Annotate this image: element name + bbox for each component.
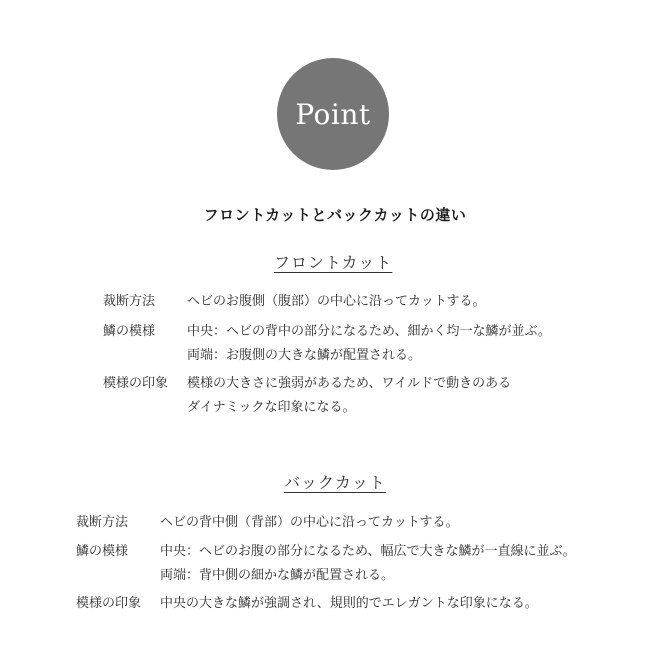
front-cut-row-pattern-impression [103,374,623,418]
row-label: 模様の印象 [76,596,142,611]
row-value: 両端：背中側の細かな鱗が配置される。 [160,568,395,583]
row-label: 裁断方法 [76,515,129,530]
point-badge-text: Point [295,97,371,131]
row-value: ヘビのお腹側（腹部）の中心に沿ってカットする。 [187,294,486,309]
row-label: 裁断方法 [103,294,156,309]
back-cut-heading: バックカット [284,473,386,492]
row-value: 中央の大きな鱗が強調され、規則的でエレガントな印象になる。 [160,596,538,611]
row-value: ダイナミックな印象になる。 [187,400,356,415]
row-value: 中央：ヘビのお腹の部分になるため、幅広で大きな鱗が一直線に並ぶ。 [160,544,576,559]
row-label: 模様の印象 [103,376,169,391]
row-value: 模様の大きさに強弱があるため、ワイルドで動きのある [187,376,512,391]
row-value: 両端：お腹側の大きな鱗が配置される。 [187,348,422,363]
front-cut-row-cutting-method [103,292,623,312]
row-value: 中央：ヘビの背中の部分になるため、細かく均一な鱗が並ぶ。 [187,324,551,339]
row-label: 鱗の模様 [103,324,156,339]
front-cut-heading: フロントカット [274,253,393,272]
front-cut-row-scale-pattern [103,322,643,366]
page-title: フロントカットとバックカットの違い [203,206,467,224]
back-cut-row-pattern-impression [76,594,636,614]
row-value: ヘビの背中側（背部）の中心に沿ってカットする。 [160,515,459,530]
back-cut-row-cutting-method [76,513,636,533]
point-badge [277,58,389,170]
row-label: 鱗の模様 [76,544,129,559]
back-cut-row-scale-pattern [76,542,656,586]
